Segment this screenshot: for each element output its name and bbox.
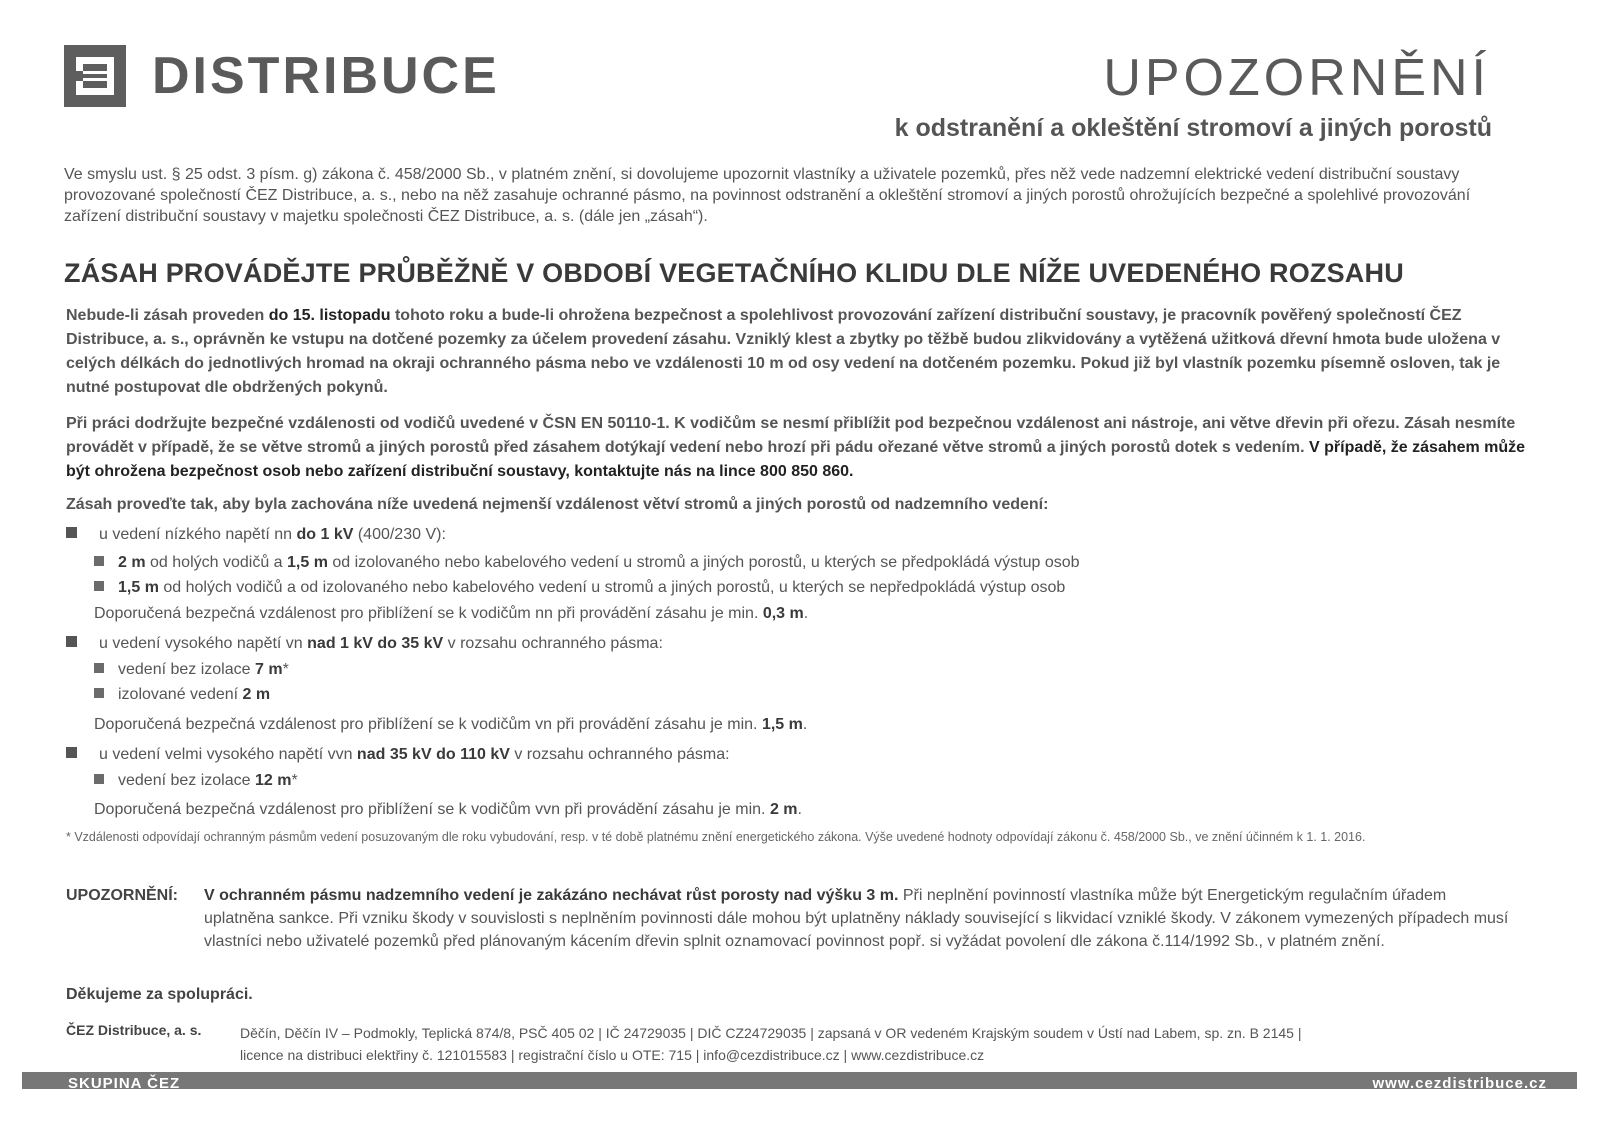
footnote: * Vzdálenosti odpovídají ochranným pásmům vedení posuzovaným dle roku vybudování, resp. v té době platnému znění energetického zákona. Výše uvedené hodnoty odpovídají zákonu č. 458/2000 Sb., ve znění účinném k 1. 1. 2016. xyxy=(66,830,1366,844)
vvn-rec-end: . xyxy=(797,801,802,818)
main-headline: ZÁSAH PROVÁDĚJTE PRŮBĚŽNĚ V OBDOBÍ VEGETAČNÍHO KLIDU DLE NÍŽE UVEDENÉHO ROZSAHU xyxy=(64,258,1404,288)
nn-s1-dist: 2 m xyxy=(118,554,146,571)
paragraph-safety xyxy=(66,412,1526,484)
list-item-nn xyxy=(66,524,446,546)
vvn-text-c: v rozsahu ochranného pásma: xyxy=(509,746,730,763)
list-item-vn-2 xyxy=(94,684,270,706)
vn-s2-dist: 2 m xyxy=(242,686,271,703)
nn-s2-text: od holých vodičů a od izolovaného nebo kabelového vedení u stromů a jiných porostů, u kterých se nepředpokládá výstup osob xyxy=(158,579,1066,596)
warning-label: UPOZORNĚNÍ: xyxy=(66,887,178,904)
p2-text-a: Při práci dodržujte bezpečné vzdálenosti od vodičů uvedené v ČSN EN 50110-1. K vodičům se nesmí přiblížit pod bezpečnou vzdálenost ani nástroje, ani větve dřevin při ořezu. Zásah nesmíte provádět v případě, že se větve stromů a jiných porostů před zásahem dotýkají vedení nebo hrozí při pádu ořezané větve stromů a jiných porostů dotek s vedením. xyxy=(66,415,1516,456)
vvn-s1-dist: 12 m xyxy=(254,772,292,789)
warning-bold: V ochranném pásmu nadzemního vedení je zakázáno nechávat růst porosty nad výšku 3 m. xyxy=(204,887,899,904)
distances-title: Zásah proveďte tak, aby byla zachována níže uvedená nejmenší vzdálenost větví stromů a jiných porostů od nadzemního vedení: xyxy=(66,496,1049,513)
list-item-nn-2 xyxy=(94,577,1065,599)
p1-deadline: do 15. listopadu xyxy=(268,307,391,324)
square-bullet-icon xyxy=(66,527,77,538)
square-bullet-icon xyxy=(66,747,77,758)
vvn-recommended xyxy=(94,799,802,821)
company-logo xyxy=(64,45,500,107)
nn-rec-text: Doporučená bezpečná vzdálenost pro přiblížení se k vodičům nn při provádění zásahu je min. xyxy=(94,605,763,622)
vn-rec-dist: 1,5 m xyxy=(761,716,803,733)
nn-rec-end: . xyxy=(803,605,809,622)
nn-s1-text2: od izolovaného nebo kabelového vedení u stromů a jiných porostů, u kterých se předpokládá výstup osob xyxy=(327,554,1080,571)
page-title: UPOZORNĚNÍ xyxy=(1103,49,1490,107)
vn-text-a: u vedení vysokého napětí vn xyxy=(99,635,308,652)
square-bullet-icon xyxy=(94,581,104,591)
list-item-vvn xyxy=(66,744,730,766)
vn-s2-text: izolované vedení xyxy=(118,686,243,703)
nn-text-a: u vedení nízkého napětí nn xyxy=(99,526,297,543)
list-item-nn-1 xyxy=(94,552,1080,574)
p2-hotline: V případě, že zásahem může být ohrožena bezpečnost osob nebo zařízení distribuční soustavy, kontaktujte nás na lince 800 850 860. xyxy=(66,439,1526,480)
nn-s1-dist2: 1,5 m xyxy=(287,554,328,571)
p1-text-a: Nebude-li zásah proveden xyxy=(66,307,269,324)
nn-voltage: do 1 kV xyxy=(296,526,354,543)
square-bullet-icon xyxy=(66,636,77,647)
list-item-vvn-1 xyxy=(94,770,298,792)
vvn-rec-dist: 2 m xyxy=(769,801,798,818)
vvn-text-a: u vedení velmi vysokého napětí vvn xyxy=(99,746,357,763)
footer-address xyxy=(240,1022,1500,1066)
square-bullet-icon xyxy=(94,556,104,566)
nn-recommended xyxy=(94,603,808,625)
thanks-text: Děkujeme za spolupráci. xyxy=(66,986,253,1003)
vn-s1-note: * xyxy=(282,661,289,678)
footer-address-line1: Děčín, Děčín IV – Podmokly, Teplická 874/8, PSČ 405 02 | IČ 24729035 | DIČ CZ24729035 | zapsaná v OR vedeném Krajským soudem v Ústí nad Labem, sp. zn. B 2145 | xyxy=(240,1025,1302,1041)
vn-recommended xyxy=(94,714,807,736)
cez-logo-icon xyxy=(64,45,126,107)
footer-website: www.cezdistribuce.cz xyxy=(1372,1075,1547,1089)
vn-text-c: v rozsahu ochranného pásma: xyxy=(443,635,663,652)
footer-bar xyxy=(22,1072,1577,1089)
vn-s1-text: vedení bez izolace xyxy=(118,661,255,678)
square-bullet-icon xyxy=(94,663,104,673)
vvn-voltage: nad 35 kV do 110 kV xyxy=(356,746,510,763)
nn-text-c: (400/230 V): xyxy=(353,526,446,543)
list-item-vn xyxy=(66,633,663,655)
nn-s1-text: od holých vodičů a xyxy=(145,554,287,571)
warning-body xyxy=(204,884,1516,953)
vvn-rec-text: Doporučená bezpečná vzdálenost pro přiblížení se k vodičům vvn při provádění zásahu je min. xyxy=(94,801,770,818)
vn-s1-dist: 7 m xyxy=(254,661,283,678)
vn-rec-end: . xyxy=(802,716,808,733)
vn-rec-text: Doporučená bezpečná vzdálenost pro přiblížení se k vodičům vn při provádění zásahu je min. xyxy=(94,716,762,733)
list-item-vn-1 xyxy=(94,659,289,681)
vn-voltage: nad 1 kV do 35 kV xyxy=(307,635,444,652)
nn-rec-dist: 0,3 m xyxy=(762,605,804,622)
brand-name: DISTRIBUCE xyxy=(152,47,500,105)
vvn-s1-text: vedení bez izolace xyxy=(118,772,255,789)
footer-group-label: SKUPINA ČEZ xyxy=(68,1075,181,1089)
square-bullet-icon xyxy=(94,688,104,698)
vvn-s1-note: * xyxy=(291,772,298,789)
p1-text-c: tohoto roku a bude-li ohrožena bezpečnost a spolehlivost provozování zařízení distribuční soustavy, je pracovník pověřený společností ČEZ Distribuce, a. s., oprávněn ke vstupu na dotčené pozemky za účelem provedení zásahu. Vzniklý klest a zbytky po těžbě budou zlikvidovány a vytěžená užitková dřevní hmota bude uložena v celých délkách do jednotlivých hromad na okraji ochranného pásma nebo ve vzdálenosti 10 m od osy vedení na dotčeném pozemku. Pokud již byl vlastník pozemku písemně osloven, tak je nutné postupovat dle obdržených pokynů. xyxy=(66,307,1501,396)
warning-rest: Při neplnění povinností vlastníka může být Energetickým regulačním úřadem uplatněna sankce. Při vzniku škody v souvislosti s neplněním povinnosti dále mohou být uplatněny náklady související s likvidací vzniklé škody. V zákonem vymezených případech musí vlastníci nebo uživatelé pozemků před plánovaným kácením dřevin splnit oznamovací povinnost popř. si vyžádat povolení dle zákona č.114/1992 Sb., v platném znění. xyxy=(204,887,1509,950)
paragraph-deadline xyxy=(66,304,1526,400)
footer-address-line2: licence na distribuci elektřiny č. 121015583 | registrační číslo u OTE: 715 | info@cezdistribuce.cz | www.cezdistribuce.cz xyxy=(240,1047,985,1063)
page-subtitle: k odstranění a okleštění stromoví a jiných porostů xyxy=(894,114,1492,142)
nn-s2-dist: 1,5 m xyxy=(118,579,159,596)
square-bullet-icon xyxy=(94,774,104,784)
intro-paragraph: Ve smyslu ust. § 25 odst. 3 písm. g) zákona č. 458/2000 Sb., v platném znění, si dovolujeme upozornit vlastníky a uživatele pozemků, přes něž vede nadzemní elektrické vedení distribuční soustavy provozované společností ČEZ Distribuce, a. s., nebo na něž zasahuje ochranné pásmo, na povinnost odstranění a okleštění stromoví a jiných porostů ohrožujících bezpečné a spolehlivé provozování zařízení distribuční soustavy v majetku společnosti ČEZ Distribuce, a. s. (dále jen „zásah“). xyxy=(64,166,1471,225)
footer-company: ČEZ Distribuce, a. s. xyxy=(66,1022,202,1038)
warning-block xyxy=(66,884,1516,953)
